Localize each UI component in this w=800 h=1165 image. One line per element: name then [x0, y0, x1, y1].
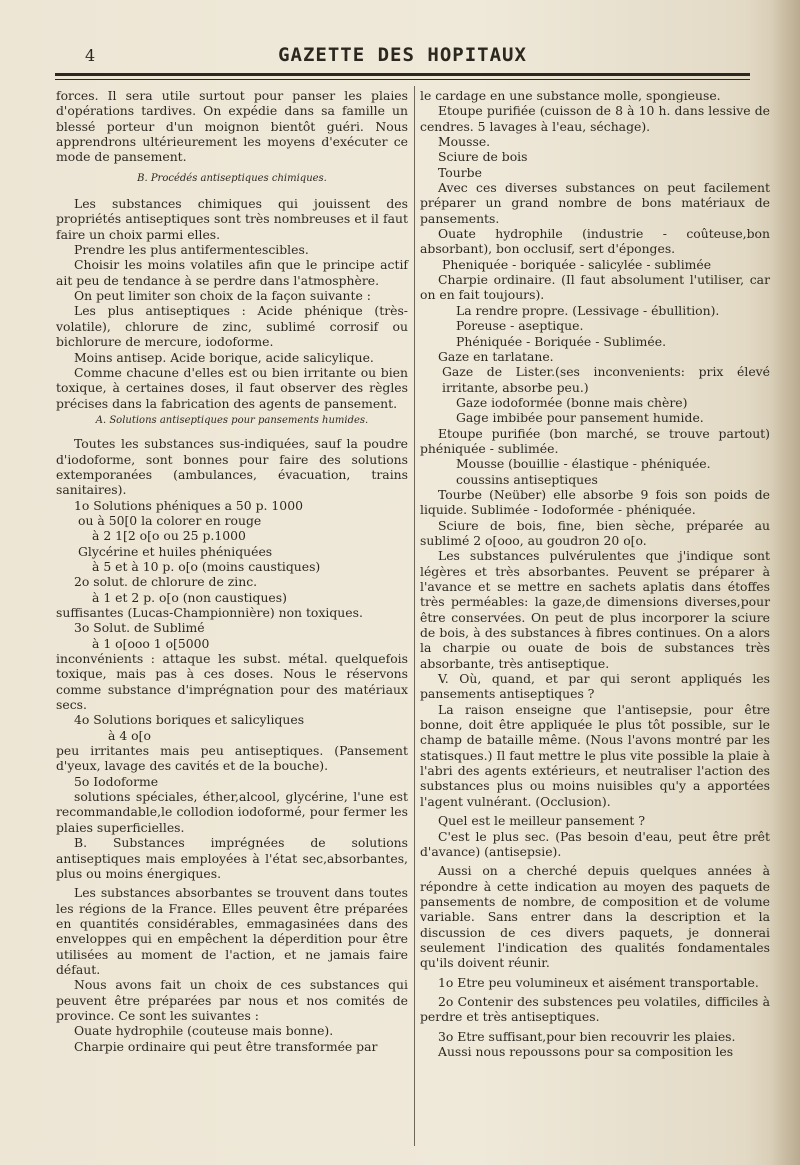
- paragraph: C'est le plus sec. (Pas besoin d'eau, peut être prêt d'avance) (antisepsie).: [420, 828, 770, 859]
- paragraph: La raison enseigne que l'antisepsie, pour être bonne, doit être appliquée le plus tôt possible, sur le champ de bataille même. (Nous l'avons montré par les statisques.) Il faut mettre le plus vite possible la plaie à l'abri des agents extérieurs, et neutraliser l'action des substances plus ou moins nuisibles qu'y a apportées l'agent vulnérant. (Occlusion).: [420, 701, 770, 809]
- list-item: 2o solut. de chlorure de zinc.: [74, 574, 258, 590]
- paragraph: Nous avons fait un choix de ces substances qui peuvent être préparées par nous et nos comités de province. Ce sont les suivantes :: [56, 977, 408, 1023]
- paragraph: B. Substances imprégnées de solutions antiseptiques mais employées à l'état sec,absorbantes, plus ou moins énergiques.: [56, 835, 408, 881]
- paragraph: suffisantes (Lucas-Championnière) non toxiques.: [56, 605, 363, 620]
- list-item: La rendre propre. (Lessivage - ébullition).: [456, 302, 720, 318]
- list-item: Gage imbibée pour pansement humide.: [456, 410, 704, 426]
- right-column: [420, 88, 770, 1059]
- paragraph: Moins antisep. Acide borique, acide salicylique.: [74, 349, 374, 365]
- header-rule-thin: [55, 79, 750, 80]
- paragraph: forces. Il sera utile surtout pour panser les plaies d'opérations tardives. On expédie dans sa famille un blessé porteur d'un moignon bientôt guéri. Nous apprendrons ultérieurement les moyens d'exécuter ce mode de pansement.: [56, 88, 408, 165]
- list-item: Phéniquée - Boriquée - Sublimée.: [456, 333, 667, 349]
- list-item: à 5 et à 10 p. o[o (moins caustiques): [92, 558, 321, 574]
- paragraph: On peut limiter son choix de la façon suivante :: [74, 288, 371, 304]
- paragraph: Quel est le meilleur pansement ?: [438, 813, 645, 829]
- paragraph: Les substances pulvérulentes que j'indique sont légères et très absorbantes. Peuvent se préparer à l'avance et se mettre en sachets aplatis dans étoffes très perméables: la gaze,de dimensions diverses,pour être conservées. On peut de plus incorporer la sciure de bois, à des substances à fibres continues. On a alors la charpie ou ouate de bois de substances très absorbante, très antiseptique.: [420, 548, 770, 671]
- paragraph: Etoupe purifiée (cuisson de 8 à 10 h. dans lessive de cendres. 5 lavages à l'eau, séchage).: [420, 103, 770, 134]
- list-item: Gaze iodoformée (bonne mais chère): [456, 394, 688, 410]
- paragraph: peu irritantes mais peu antiseptiques. (Pansement d'yeux, lavage des cavités et de la bouche).: [56, 743, 408, 774]
- list-item: à 2 1[2 o[o ou 25 p.1000: [92, 528, 246, 544]
- section-heading: B. Procédés antiseptiques chimiques.: [137, 172, 327, 184]
- paragraph: solutions spéciales, éther,alcool, glycérine, l'une est recommandable,le collodion iodoformé, pour fermer les plaies superficielles.: [56, 789, 408, 835]
- paragraph: Comme chacune d'elles est ou bien irritante ou bien toxique, à certaines doses, il faut observer des règles précises dans la fabrication des agents de pansement.: [56, 364, 408, 411]
- list-item: Ouate hydrophile (couteuse mais bonne).: [74, 1023, 334, 1039]
- paragraph: Etoupe purifiée (bon marché, se trouve partout) phéniquée - sublimée.: [420, 425, 770, 456]
- page-edge-shadow: [770, 0, 800, 1165]
- journal-title: GAZETTE DES HOPITAUX: [278, 44, 527, 66]
- list-item: 3o Etre suffisant,pour bien recouvrir les plaies.: [438, 1028, 736, 1044]
- paragraph: Prendre les plus antifermentescibles.: [74, 242, 309, 258]
- paragraph: Charpie ordinaire qui peut être transformée par: [74, 1038, 378, 1054]
- list-item: Poreuse - aseptique.: [456, 318, 584, 334]
- paragraph: Charpie ordinaire. (Il faut absolument l'utiliser, car on en fait toujours).: [420, 272, 770, 303]
- paragraph: Gaze de Lister.(ses inconvenients: prix élevé irritante, absorbe peu.): [442, 364, 770, 395]
- column-divider: [414, 86, 415, 1146]
- paragraph: Les substances chimiques qui jouissent des propriétés antiseptiques sont très nombreuses et il faut faire un choix parmi elles.: [56, 196, 408, 242]
- list-item: Mousse.: [438, 134, 491, 150]
- list-item: Glycérine et huiles phéniquées: [78, 543, 273, 559]
- list-item: 3o Solut. de Sublimé: [74, 620, 205, 636]
- paragraph: le cardage en une substance molle, spongieuse.: [420, 88, 721, 103]
- header-rule-thick: [55, 73, 750, 76]
- list-item: 1o Solutions phéniques a 50 p. 1000: [74, 497, 303, 513]
- list-item: à 4 o[o: [108, 727, 151, 743]
- list-item: à 1 et 2 p. o[o (non caustiques): [92, 589, 287, 605]
- paragraph: Aussi on a cherché depuis quelques années à répondre à cette indication au moyen des paquets de pansements de nombre, de composition et de volume variable. Sans entrer dans la description et la discussion de ces divers paquets, je donnerai seulement l'indication des qualités fondamentales qu'ils doivent réunir.: [420, 863, 770, 971]
- paragraph: Choisir les moins volatiles afin que le principe actif ait peu de tendance à se perdre dans l'atmosphère.: [56, 257, 408, 288]
- list-item: à 1 o[ooo 1 o[5000: [92, 635, 210, 651]
- list-item: Mousse (bouillie - élastique - phéniquée.: [456, 456, 711, 472]
- paragraph: Aussi nous repoussons pour sa composition les: [438, 1043, 734, 1059]
- section-heading: A. Solutions antiseptiques pour pansements humides.: [95, 414, 369, 426]
- paragraph: Les plus antiseptiques : Acide phénique (très-volatile), chlorure de zinc, sublimé corrosif ou bichlorure de mercure, iodoforme.: [56, 303, 408, 350]
- list-item: ou à 50[0 la colorer en rouge: [78, 512, 262, 528]
- paragraph: inconvénients : attaque les subst. métal. quelquefois toxique, mais pas à ces doses. Nous le réservons comme substance d'imprégnation pour des matériaux secs.: [56, 651, 408, 713]
- list-item: 1o Etre peu volumineux et aisément transportable.: [438, 974, 759, 990]
- paragraph: Sciure de bois, fine, bien sèche, préparée au sublimé 2 o[ooo, au goudron 20 o[o.: [420, 517, 770, 548]
- paragraph: Tourbe (Neüber) elle absorbe 9 fois son poids de liquide. Sublimée - Iodoformée - phéniquée.: [420, 486, 770, 518]
- paragraph: Les substances absorbantes se trouvent dans toutes les régions de la France. Elles peuvent être préparées en quantités considérables, emmagasinées dans des enveloppes qui en empêchent la déperdition pour être utilisées au moment de l'action, et ne jamais faire défaut.: [56, 885, 408, 977]
- paragraph: Gaze en tarlatane.: [438, 348, 554, 364]
- page-number: 4: [85, 46, 96, 65]
- page-header: [55, 44, 750, 72]
- paragraph: Ouate hydrophile (industrie - coûteuse,bon absorbant), bon occlusif, sert d'éponges.: [420, 226, 770, 257]
- list-item: 2o Contenir des substences peu volatiles, difficiles à perdre et très antiseptiques.: [420, 993, 770, 1025]
- list-item: coussins antiseptiques: [456, 471, 598, 487]
- left-column: [56, 88, 408, 1054]
- list-item: Pheniquée - boriquée - salicylée - sublimée: [442, 256, 712, 272]
- paragraph: Avec ces diverses substances on peut facilement préparer un grand nombre de bons matériaux de pansements.: [420, 180, 770, 226]
- list-item: 5o Iodoforme: [74, 773, 159, 789]
- list-item: Sciure de bois: [438, 149, 528, 165]
- paragraph: V. Où, quand, et par qui seront appliqués les pansements antiseptiques ?: [420, 671, 770, 702]
- list-item: 4o Solutions boriques et salicyliques: [74, 712, 305, 728]
- paragraph: Toutes les substances sus-indiquées, sauf la poudre d'iodoforme, sont bonnes pour faire des solutions extemporanées (ambulances, évacuation, trains sanitaires).: [56, 436, 408, 498]
- list-item: Tourbe: [438, 164, 482, 180]
